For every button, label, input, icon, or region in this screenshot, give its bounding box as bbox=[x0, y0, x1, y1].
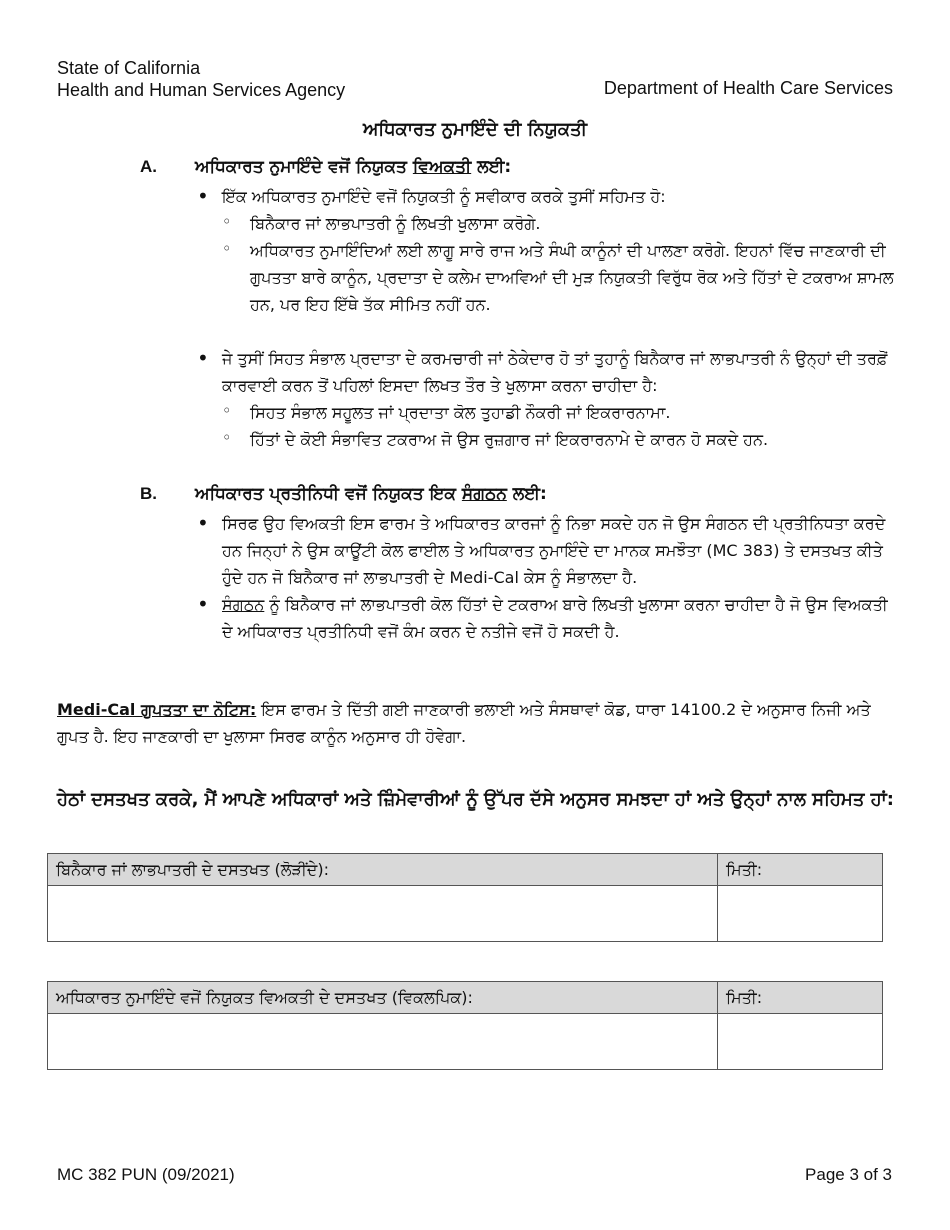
section-a-bullet-2: • ਜੇ ਤੁਸੀਂ ਸਿਹਤ ਸੰਭਾਲ ਪ੍ਰਦਾਤਾ ਦੇ ਕਰਮਚਾਰੀ ਜਾਂ ਠੇਕੇਦਾਰ ਹੋ ਤਾਂ ਤੁਹਾਨੂੰ ਬਿਨੈਕਾਰ ਜਾਂ ਲਾਭਪਾਤਰੀ ਨੰ ਉਨ੍ਹਾਂ ਦੀ ਤਰਫ਼ੋਂ ਕਾਰਵਾਈ ਕਰਨ ਤੋਂ ਪਹਿਲਾਂ ਇਸਦਾ ਲਿਖਤ ਤੌਰ ਤੇ ਖੁਲਾਸਾ ਕਰਨਾ ਚਾਹੀਦਾ ਹੈ: bbox=[197, 345, 897, 399]
page-title: ਅਧਿਕਾਰਤ ਨੁਮਾਇੰਦੇ ਦੀ ਨਿਯੁਕਤੀ bbox=[362, 119, 588, 140]
section-a-sub-1b: ◦ ਅਧਿਕਾਰਤ ਨੁਮਾਇੰਦਿਆਂ ਲਈ ਲਾਗੂ ਸਾਰੇ ਰਾਜ ਅਤੇ ਸੰਘੀ ਕਾਨੂੰਨਾਂ ਦੀ ਪਾਲਣਾ ਕਰੋਗੇ. ਇਹਨਾਂ ਵਿੱਚ ਜਾਣਕਾਰੀ ਦੀ ਗੁਪਤਤਾ ਬਾਰੇ ਕਾਨੂੰਨ, ਪ੍ਰਦਾਤਾ ਦੇ ਕਲੇਮ ਦਾਅਵਿਆਂ ਦੀ ਮੁੜ ਨਿਯੁਕਤੀ ਵਿਰੁੱਧ ਰੋਕ ਅਤੇ ਹਿੱਤਾਂ ਦੇ ਟਕਰਾਅ ਸ਼ਾਮਲ ਹਨ, ਪਰ ਇਹ ਇੱਥੇ ਤੱਕ ਸੀਮਿਤ ਨਹੀਂ ਹਨ. bbox=[222, 237, 897, 318]
section-a-letter: A. bbox=[140, 157, 157, 176]
header-department: Department of Health Care Services bbox=[603, 78, 893, 98]
section-a-sub-2a: ◦ ਸਿਹਤ ਸੰਭਾਲ ਸਹੂਲਤ ਜਾਂ ਪ੍ਰਦਾਤਾ ਕੋਲ ਤੁਹਾਡੀ ਨੌਕਰੀ ਜਾਂ ਇਕਰਾਰਨਾਮਾ. bbox=[222, 399, 897, 426]
section-a-sub-1a: ◦ ਬਿਨੈਕਾਰ ਜਾਂ ਲਾਭਪਾਤਰੀ ਨੂੰ ਲਿਖਤੀ ਖੁਲਾਸਾ ਕਰੋਗੇ. bbox=[222, 210, 897, 237]
signature-table-representative bbox=[47, 981, 883, 1070]
section-b-letter: B. bbox=[140, 484, 157, 503]
footer-page-number: Page 3 of 3 bbox=[805, 1165, 892, 1184]
section-b bbox=[140, 484, 900, 645]
signature-table-applicant bbox=[47, 853, 883, 942]
applicant-signature-field[interactable] bbox=[48, 886, 718, 942]
footer-form-number: MC 382 PUN (09/2021) bbox=[57, 1165, 235, 1184]
agreement-statement: ਹੇਠਾਂ ਦਸਤਖਤ ਕਰਕੇ, ਮੈਂ ਆਪਣੇ ਅਧਿਕਾਰਾਂ ਅਤੇ ਜ਼ਿੰਮੇਵਾਰੀਆਂ ਨੂੰ ਉੱਪਰ ਦੱਸੇ ਅਨੁਸਰ ਸਮਝਦਾ ਹਾਂ ਅਤੇ ਉਨ੍ਹਾਂ ਨਾਲ ਸਹਿਮਤ ਹਾਂ: bbox=[57, 789, 894, 810]
section-a-sub-2b: ◦ ਹਿੱਤਾਂ ਦੇ ਕੋਈ ਸੰਭਾਵਿਤ ਟਕਰਾਅ ਜੋ ਉਸ ਰੁਜ਼ਗਾਰ ਜਾਂ ਇਕਰਾਰਨਾਮੇ ਦੇ ਕਾਰਨ ਹੋ ਸਕਦੇ ਹਨ. bbox=[222, 426, 897, 453]
section-a-heading: ਅਧਿਕਾਰਤ ਨੁਮਾਇੰਦੇ ਵਜੋਂ ਨਿਯੁਕਤ ਵਿਅਕਤੀ ਲਈ: bbox=[195, 157, 512, 177]
representative-signature-field[interactable] bbox=[48, 1014, 718, 1070]
representative-date-field[interactable] bbox=[718, 1014, 883, 1070]
applicant-date-label: ਮਿਤੀ: bbox=[718, 854, 883, 886]
section-a-bullet-1: • ਇੱਕ ਅਧਿਕਾਰਤ ਨੁਮਾਇੰਦੇ ਵਜੋਂ ਨਿਯੁਕਤੀ ਨੂੰ ਸਵੀਕਾਰ ਕਰਕੇ ਤੁਸੀਂ ਸਹਿਮਤ ਹੋ: bbox=[197, 183, 897, 210]
section-a bbox=[140, 157, 900, 453]
confidentiality-notice: Medi-Cal ਗੁਪਤਤਾ ਦਾ ਨੋਟਿਸ: ਇਸ ਫਾਰਮ ਤੇ ਦਿੱਤੀ ਗਈ ਜਾਣਕਾਰੀ ਭਲਾਈ ਅਤੇ ਸੰਸਥਾਵਾਂ ਕੋਡ, ਧਾਰਾ 14100.2 ਦੇ ਅਨੁਸਾਰ ਨਿਜੀ ਅਤੇ ਗੁਪਤ ਹੈ. ਇਹ ਜਾਣਕਾਰੀ ਦਾ ਖੁਲਾਸਾ ਸਿਰਫ ਕਾਨੂੰਨ ਅਨੁਸਾਰ ਹੀ ਹੋਵੇਗਾ. bbox=[57, 700, 871, 746]
section-b-bullet-2: • ਸੰਗਠਨ ਨੂੰ ਬਿਨੈਕਾਰ ਜਾਂ ਲਾਭਪਾਤਰੀ ਕੋਲ ਹਿੱਤਾਂ ਦੇ ਟਕਰਾਅ ਬਾਰੇ ਲਿਖਤੀ ਖੁਲਾਸਾ ਕਰਨਾ ਚਾਹੀਦਾ ਹੈ ਜੋ ਉਸ ਵਿਅਕਤੀ ਦੇ ਅਧਿਕਾਰਤ ਪ੍ਰਤੀਨਿਧੀ ਵਜੋਂ ਕੰਮ ਕਰਨ ਦੇ ਨਤੀਜੇ ਵਜੋਂ ਹੋ ਸਕਦੀ ਹੈ. bbox=[197, 591, 897, 645]
header-state: State of California bbox=[57, 58, 201, 78]
section-b-bullet-1: • ਸਿਰਫ ਉਹ ਵਿਅਕਤੀ ਇਸ ਫਾਰਮ ਤੇ ਅਧਿਕਾਰਤ ਕਾਰਜਾਂ ਨੂੰ ਨਿਭਾ ਸਕਦੇ ਹਨ ਜੋ ਉਸ ਸੰਗਠਨ ਦੀ ਪ੍ਰਤੀਨਿਧਤਾ ਕਰਦੇ ਹਨ ਜਿਨ੍ਹਾਂ ਨੇ ਉਸ ਕਾਊਂਟੀ ਕੋਲ ਫਾਈਲ ਤੇ ਅਧਿਕਾਰਤ ਨੁਮਾਇੰਦੇ ਦਾ ਮਾਨਕ ਸਮਝੌਤਾ (MC 383) ਤੇ ਦਸਤਖਤ ਕੀਤੇ ਹੁੰਦੇ ਹਨ ਜੋ ਬਿਨੈਕਾਰ ਜਾਂ ਲਾਭਪਾਤਰੀ ਦੇ Medi-Cal ਕੇਸ ਨੂੰ ਸੰਭਾਲਦਾ ਹੈ. bbox=[197, 510, 897, 591]
applicant-date-field[interactable] bbox=[718, 886, 883, 942]
representative-date-label: ਮਿਤੀ: bbox=[718, 982, 883, 1014]
representative-signature-label: ਅਧਿਕਾਰਤ ਨੁਮਾਇੰਦੇ ਵਜੋਂ ਨਿਯੁਕਤ ਵਿਅਕਤੀ ਦੇ ਦਸਤਖਤ (ਵਿਕਲਪਿਕ): bbox=[48, 982, 718, 1014]
section-b-heading: ਅਧਿਕਾਰਤ ਪ੍ਰਤੀਨਿਧੀ ਵਜੋਂ ਨਿਯੁਕਤ ਇਕ ਸੰਗਠਨ ਲਈ: bbox=[195, 484, 547, 504]
applicant-signature-label: ਬਿਨੈਕਾਰ ਜਾਂ ਲਾਭਪਾਤਰੀ ਦੇ ਦਸਤਖਤ (ਲੋੜੀਂਦੇ): bbox=[48, 854, 718, 886]
header-agency: Health and Human Services Agency bbox=[57, 80, 346, 100]
